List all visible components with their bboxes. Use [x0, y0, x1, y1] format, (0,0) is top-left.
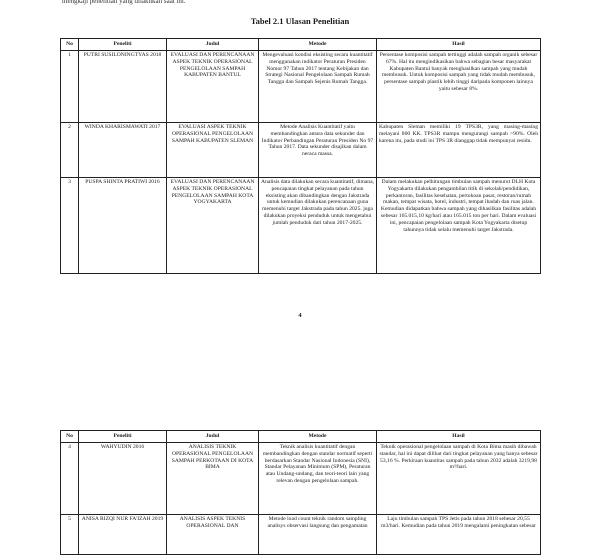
cell-metode: Analisis data dilakukan secara kuantitatif, dimana, pencapaian tingkat pelayanan pada tahun eksisting akan dibandingkan dengan Jakstrada untuk kemudian dilakukan perencanaan guna memenuhi target Jakstrada pada tahun 2025. juga dilakukan proyeksi penduduk untuk mengetahui jumlah penduduk dari tahun 2017-2025. — [259, 178, 377, 274]
cell-judul: EVALUASI DAN PERENCANAAN ASPEK TEKNIK OPERASIONAL PENGELOLAAN SAMPAH KABUPATEN BANTUL — [167, 51, 259, 123]
review-table-part-2 — [60, 430, 541, 555]
page-number: 4 — [298, 312, 302, 319]
cell-hasil: Laju timbulan sampah TPS Jetis pada tahun 2018 sebesar 20,55 m3/hari. Kemudian pada tahun 2019 mengalami peningkatan sebesar — [377, 515, 541, 555]
table-row — [61, 515, 541, 555]
cell-peneliti: PUSPA SHINTA PRATIWI 2016 — [79, 178, 167, 274]
table-caption: Tabel 2.1 Ulasan Penelitian — [250, 16, 350, 26]
table-header-row — [61, 431, 541, 443]
cell-metode: Teknik analisis kuantitatif dengan membandingkan dengan standar normatif seperti berdasarkan Standar Nasional Indonesia (SNI), Standar Pelayanan Minimum (SPM), Peraturan atau Undang-undang, dan teori-teori lain yang relevan dengan pengelolaan sampah. — [259, 443, 377, 515]
cell-metode: Metode load count teknik random sampling analisys observasi langsung dan pengamatan — [259, 515, 377, 555]
cell-judul: EVALUASI DAN PERENCANAAN ASPEK TEKNIK OPERASIONAL PENGELOLAAN SAMPAH KOTA YOGYAKARTA — [167, 178, 259, 274]
cell-metode: Metode Analisis Kuantitatif yaitu membandingkan antara data sekunder dan Indikator Perbandingan Peraturan Presiden No 97 Tahun 2017. Data sekunder disajikan dalam neraca massa. — [259, 123, 377, 178]
cell-judul: ANALISIS ASPEK TEKNIS OPERASIONAL DAN — [167, 515, 259, 555]
header-judul: Judul — [167, 431, 259, 443]
cell-peneliti: ANISA RIZQI NUR FA'IZAH 2019 — [79, 515, 167, 555]
table-row — [61, 178, 541, 274]
cell-hasil: Dalam melakukan pelhitungan timbulan sampah menurut DLH Kota Yogyakarta dilakukan pengambilan titik di sekolah/pendidikan, perkantoran, fasilitas kesehatan, pertokoan pasar, restoran/rumah makan, tempat wisata, hotel, industri, tempat ibadah dan ruas jalan. Kemudian didapatkan bahwa sampah yang dihasilkan fasilitas adalah sebesar 165.015,10 kg/hari atau 165.015 ton per hari. Dalam evaluasi ini, pencapaian pengelolaan sampah Kota Yogyakarta disetup tahunnya tidak selalu memenuhi target Jakstrada. — [377, 178, 541, 274]
header-hasil: Hasil — [377, 39, 541, 51]
cell-metode: Mengevaluasi kondisi eksisting secara kuantitatif menggunakan indikator Peraturan Presiden Nomor 97 Tahun 2017 tentang Kebijakan dan Strategi Nasional Pengelolaan Sampah Rumah Tangga dan Sampah Sejenis Rumah Tangga. — [259, 51, 377, 123]
header-hasil: Hasil — [377, 431, 541, 443]
cell-no: 1 — [61, 51, 79, 123]
review-table-part-1 — [60, 38, 541, 274]
cell-peneliti: PUTRI SUSILONINGTYAS 2018 — [79, 51, 167, 123]
header-metode: Metode — [259, 39, 377, 51]
cell-judul: ANALISIS TEKNIK OPERASIONAL PENGELOLAAN SAMPAH PERKOTAAN DI KOTA BIMA — [167, 443, 259, 515]
table-row — [61, 443, 541, 515]
cell-judul: EVALUASI ASPEK TEKNIK OPERASIONAL PENGELOLAAN SAMPAH KABUPATEN SLEMAN — [167, 123, 259, 178]
cell-no: 5 — [61, 515, 79, 555]
header-no: No — [61, 431, 79, 443]
cell-hasil: Teknik operasional pengelolaan sampah di Kota Bima masih dibawah standar, hal ini dapat dilihat dari tingkat pelayanan yang hanya sebesar 53,16 %. Perkiraan kuantitas sampah pada tahun 2032 adalah 3219,98 m³/hari. — [377, 443, 541, 515]
cell-hasil: Kabupaten Sleman memiliki 19 TPS3R, yang masing-masing melayani 800 KK. TPS3R mampu mengurangi sampah >90%. Oleh karena itu, pada studi ini TPS 3R dianggap tidak mempunyai residu. — [377, 123, 541, 178]
previous-paragraph-text: mengkaji penelitian yang dilakukan saat ini. — [62, 0, 186, 5]
cell-peneliti: WAHYUDIN 2016 — [79, 443, 167, 515]
header-metode: Metode — [259, 431, 377, 443]
table-header-row — [61, 39, 541, 51]
cell-no: 3 — [61, 178, 79, 274]
table-row — [61, 51, 541, 123]
cell-hasil: Persentase komposisi sampah tertinggi adalah sampah organik sebesar 67%. Hal itu mengindikasikan bahwa sebagian besar masyarakat Kabupaten Bantul banyak menghasilkan sampah yang mudah membusuk. Untuk komposisi sampah yang tidak mudah membusuk, persentase sampah plastik lebih tinggi daripada komponen lainnya yaitu sebesar 8%. — [377, 51, 541, 123]
cell-no: 4 — [61, 443, 79, 515]
cell-peneliti: WINDA KHARISMAWATI 2017 — [79, 123, 167, 178]
cell-no: 2 — [61, 123, 79, 178]
header-judul: Judul — [167, 39, 259, 51]
header-no: No — [61, 39, 79, 51]
header-peneliti: Peneliti — [79, 39, 167, 51]
table-row — [61, 123, 541, 178]
header-peneliti: Peneliti — [79, 431, 167, 443]
